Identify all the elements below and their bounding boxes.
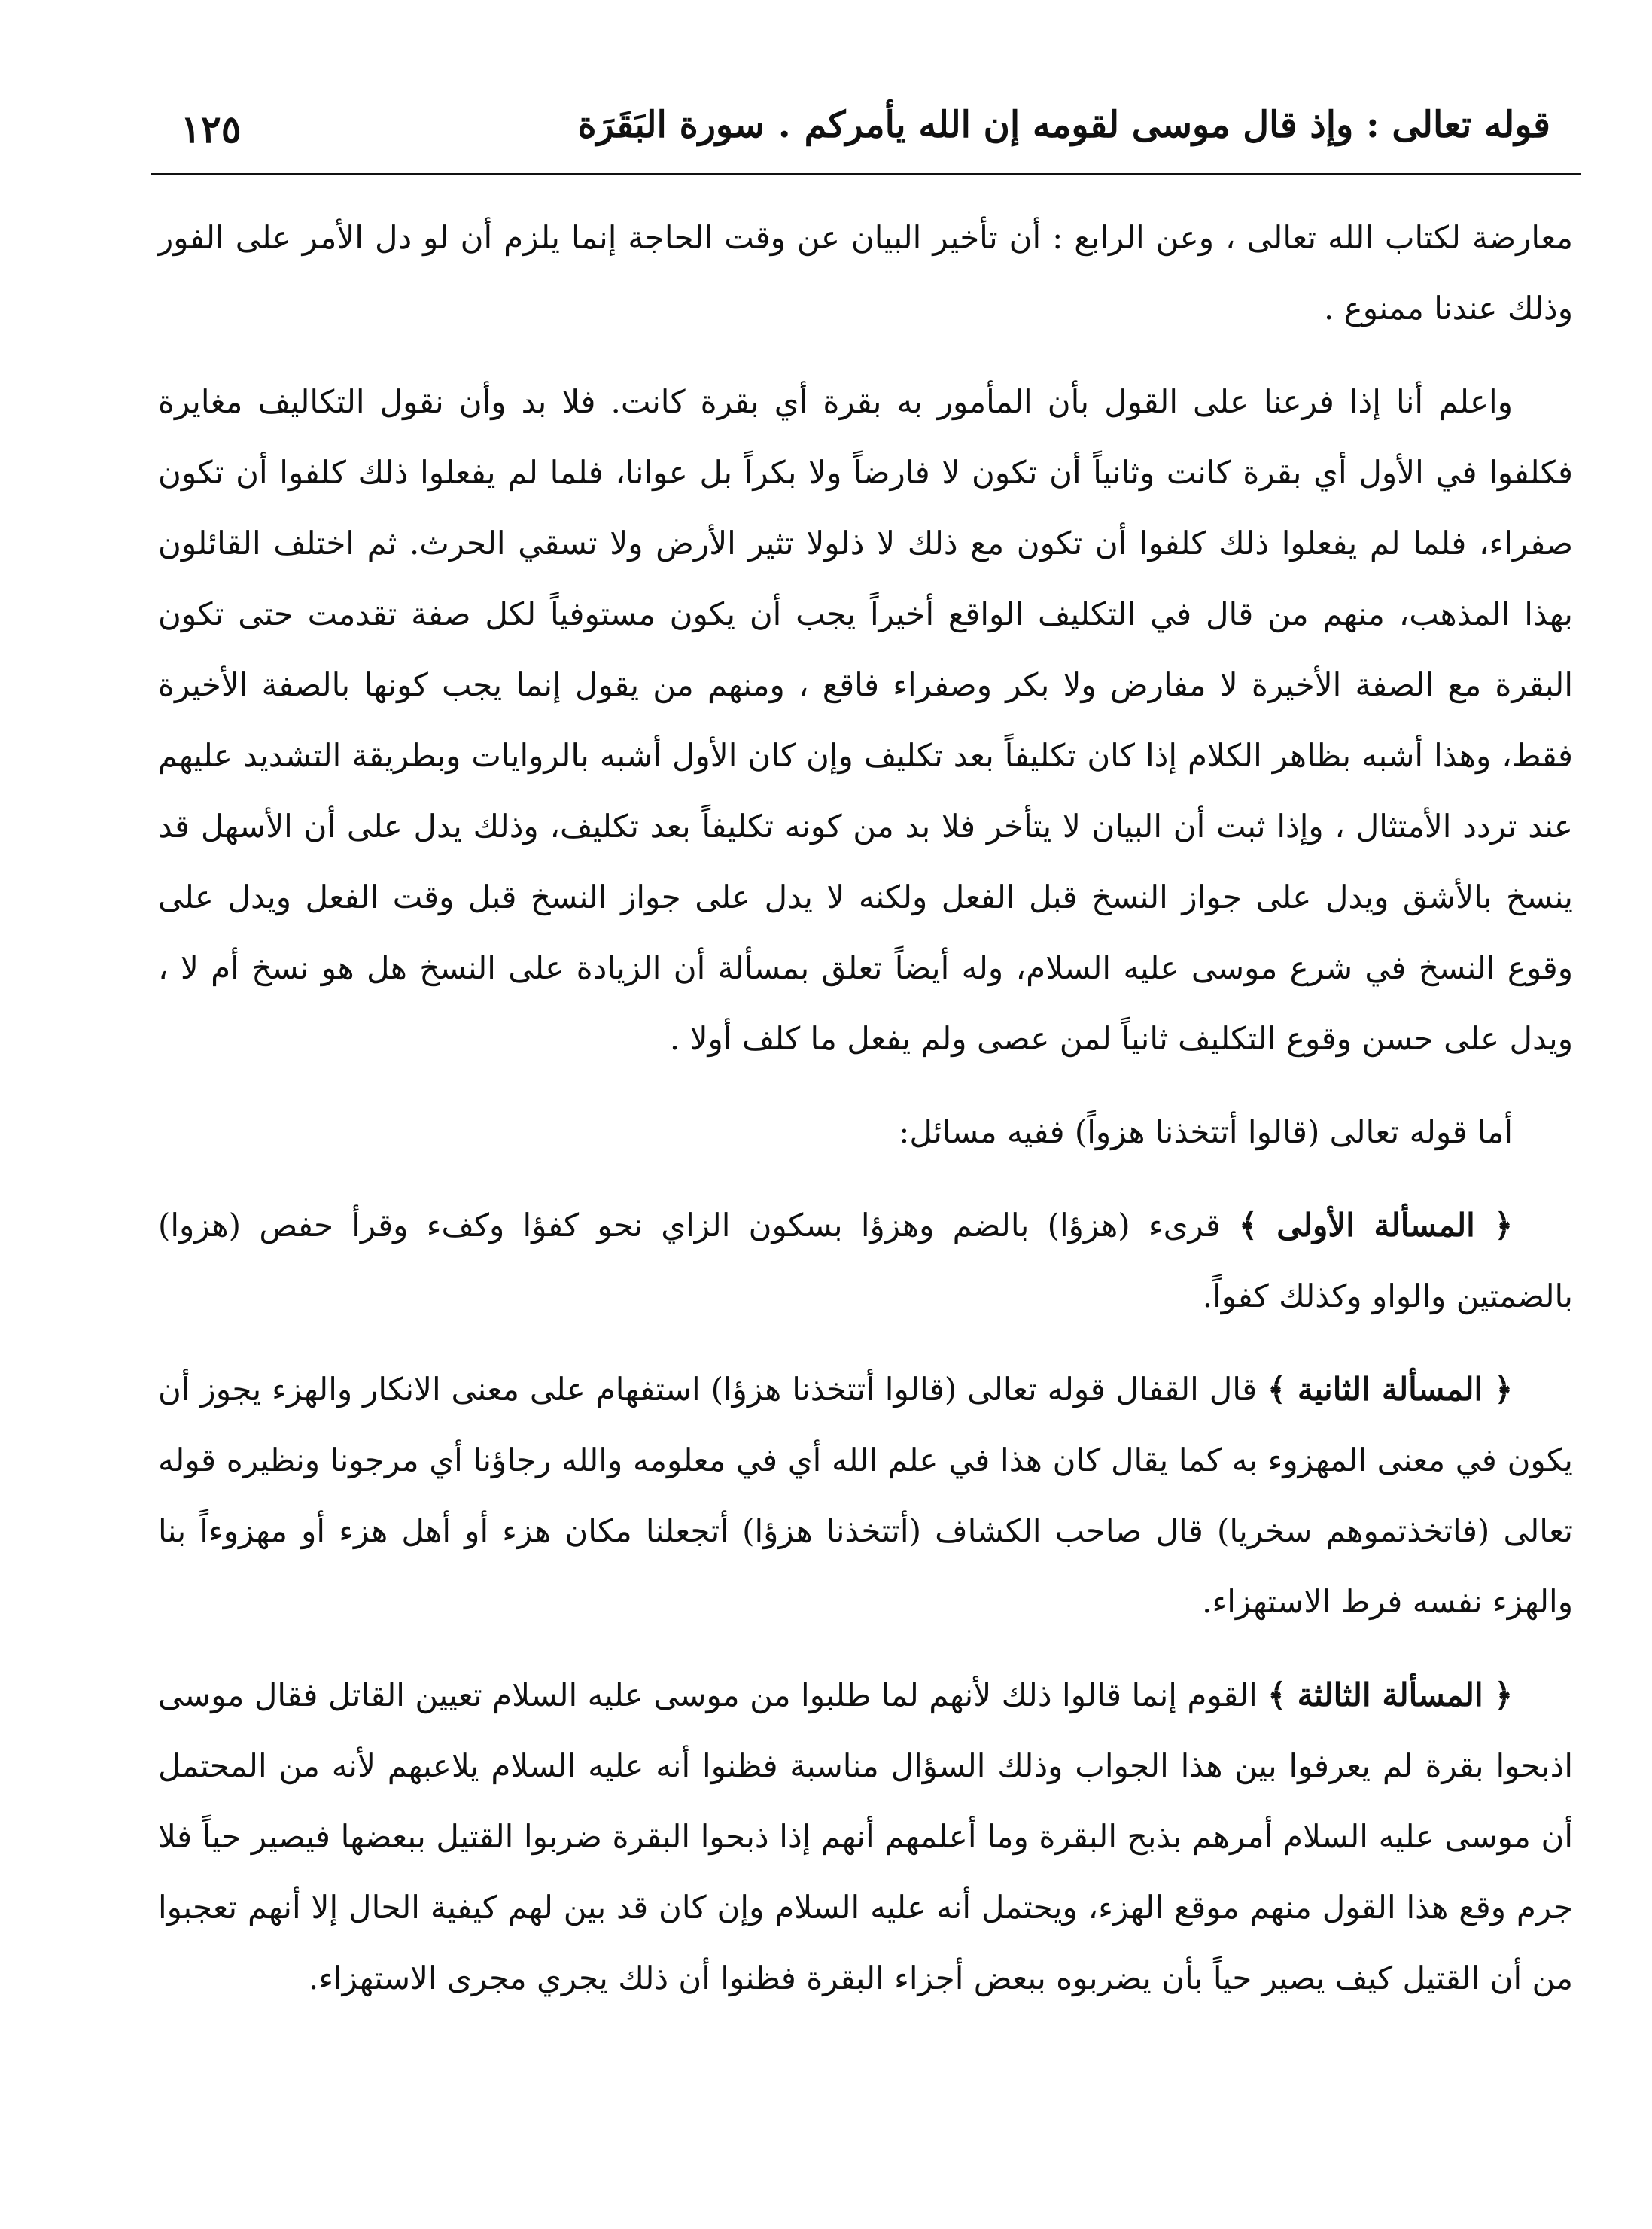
running-title-separator: . — [777, 104, 791, 146]
paragraph-main — [158, 367, 1573, 1074]
paragraph-issue-3 — [158, 1660, 1573, 2014]
issue-heading: ﴿ المسألة الثانية ﴾ — [1267, 1371, 1513, 1408]
page-number: ١٢٥ — [181, 107, 242, 151]
paragraph-continuation — [158, 202, 1573, 344]
running-title-verse: قوله تعالى : وإذ قال موسى لقومه إن الله يأمركم — [804, 104, 1550, 146]
paragraph-intro-issues — [158, 1097, 1573, 1168]
paragraph-issue-1 — [158, 1190, 1573, 1332]
paragraph-text: القوم إنما قالوا ذلك لأنهم لما طلبوا من موسى عليه السلام تعيين القاتل فقال موسى اذبحوا بقرة لم يعرفوا بين هذا الجواب وذلك السؤال مناسبة فظنوا أنه عليه السلام يلاعبهم لأنه من المحتمل أن موسى عليه السلام أمرهم بذبح البقرة وما أعلمهم أنهم إذا ذبحوا البقرة ضربوا القتيل ببعضها فيصير حياً فلا جرم وقع هذا القول منهم موقع الهزء، ويحتمل أنه عليه السلام وإن كان قد بين لهم كيفية الحال إلا أنهم تعجبوا من أن القتيل كيف يصير حياً بأن يضربوه ببعض أجزاء البقرة فظنوا أن ذلك يجري مجرى الاستهزاء. — [158, 1676, 1573, 1996]
paragraph-text: واعلم أنا إذا فرعنا على القول بأن المأمور به بقرة أي بقرة كانت. فلا بد وأن نقول التكاليف مغايرة فكلفوا في الأول أي بقرة كانت وثانياً أن تكون لا فارضاً ولا بكراً بل عوانا، فلما لم يفعلوا ذلك كلفوا أن تكون صفراء، فلما لم يفعلوا ذلك كلفوا أن تكون مع ذلك لا ذلولا تثير الأرض ولا تسقي الحرث. ثم اختلف القائلون بهذا المذهب، منهم من قال في التكليف الواقع أخيراً يجب أن يكون مستوفياً لكل صفة تقدمت حتى تكون البقرة مع الصفة الأخيرة لا مفارض ولا بكر وصفراء فاقع ، ومنهم من يقول إنما يجب كونها بالصفة الأخيرة فقط، وهذا أشبه بظاهر الكلام إذا كان تكليفاً بعد تكليف وإن كان الأول أشبه بالروايات وبطريقة التشديد عليهم عند تردد الأمتثال ، وإذا ثبت أن البيان لا يتأخر فلا بد من كونه تكليفاً بعد تكليف، وذلك يدل على أن الأسهل قد ينسخ بالأشق ويدل على جواز النسخ قبل الفعل ولكنه لا يدل على جواز النسخ قبل وقت الفعل ويدل على وقوع النسخ في شرع موسى عليه السلام، وله أيضاً تعلق بمسألة أن الزيادة على النسخ هل هو نسخ أم لا ، ويدل على حسن وقوع التكليف ثانياً لمن عصى ولم يفعل ما كلف أولا . — [158, 383, 1573, 1057]
issue-heading: ﴿ المسألة الأولى ﴾ — [1239, 1207, 1513, 1244]
running-title-surah: سورة البَقَرَة — [577, 104, 765, 146]
paragraph-text: أما قوله تعالى (قالوا أتتخذنا هزواً) ففيه مسائل: — [899, 1113, 1513, 1150]
paragraph-issue-2 — [158, 1354, 1573, 1637]
paragraph-text: قال القفال قوله تعالى (قالوا أتتخذنا هزؤا) استفهام على معنى الانكار والهزء يجوز أن يكون في معنى المهزوء به كما يقال كان هذا في علم الله أي في معلومه والله رجاؤنا أي مرجونا ونظيره قوله تعالى (فاتخذتموهم سخريا) قال صاحب الكشاف (أتتخذنا هزؤا) أتجعلنا مكان هزء أو أهل هزء أو مهزوءاً بنا والهزء نفسه فرط الاستهزاء. — [158, 1371, 1573, 1620]
book-page — [151, 90, 1581, 2168]
running-title — [578, 104, 1551, 146]
page-body — [151, 175, 1581, 2014]
paragraph-text: قرىء (هزؤا) بالضم وهزؤا بسكون الزاي نحو كفؤا وكفء وقرأ حفص (هزوا) بالضمتين والواو وكذلك كفواً. — [158, 1207, 1573, 1314]
issue-heading: ﴿ المسألة الثالثة ﴾ — [1267, 1676, 1513, 1713]
paragraph-text: معارضة لكتاب الله تعالى ، وعن الرابع : أن تأخير البيان عن وقت الحاجة إنما يلزم أن لو دل الأمر على الفور وذلك عندنا ممنوع . — [158, 219, 1573, 327]
page-header — [151, 90, 1581, 175]
